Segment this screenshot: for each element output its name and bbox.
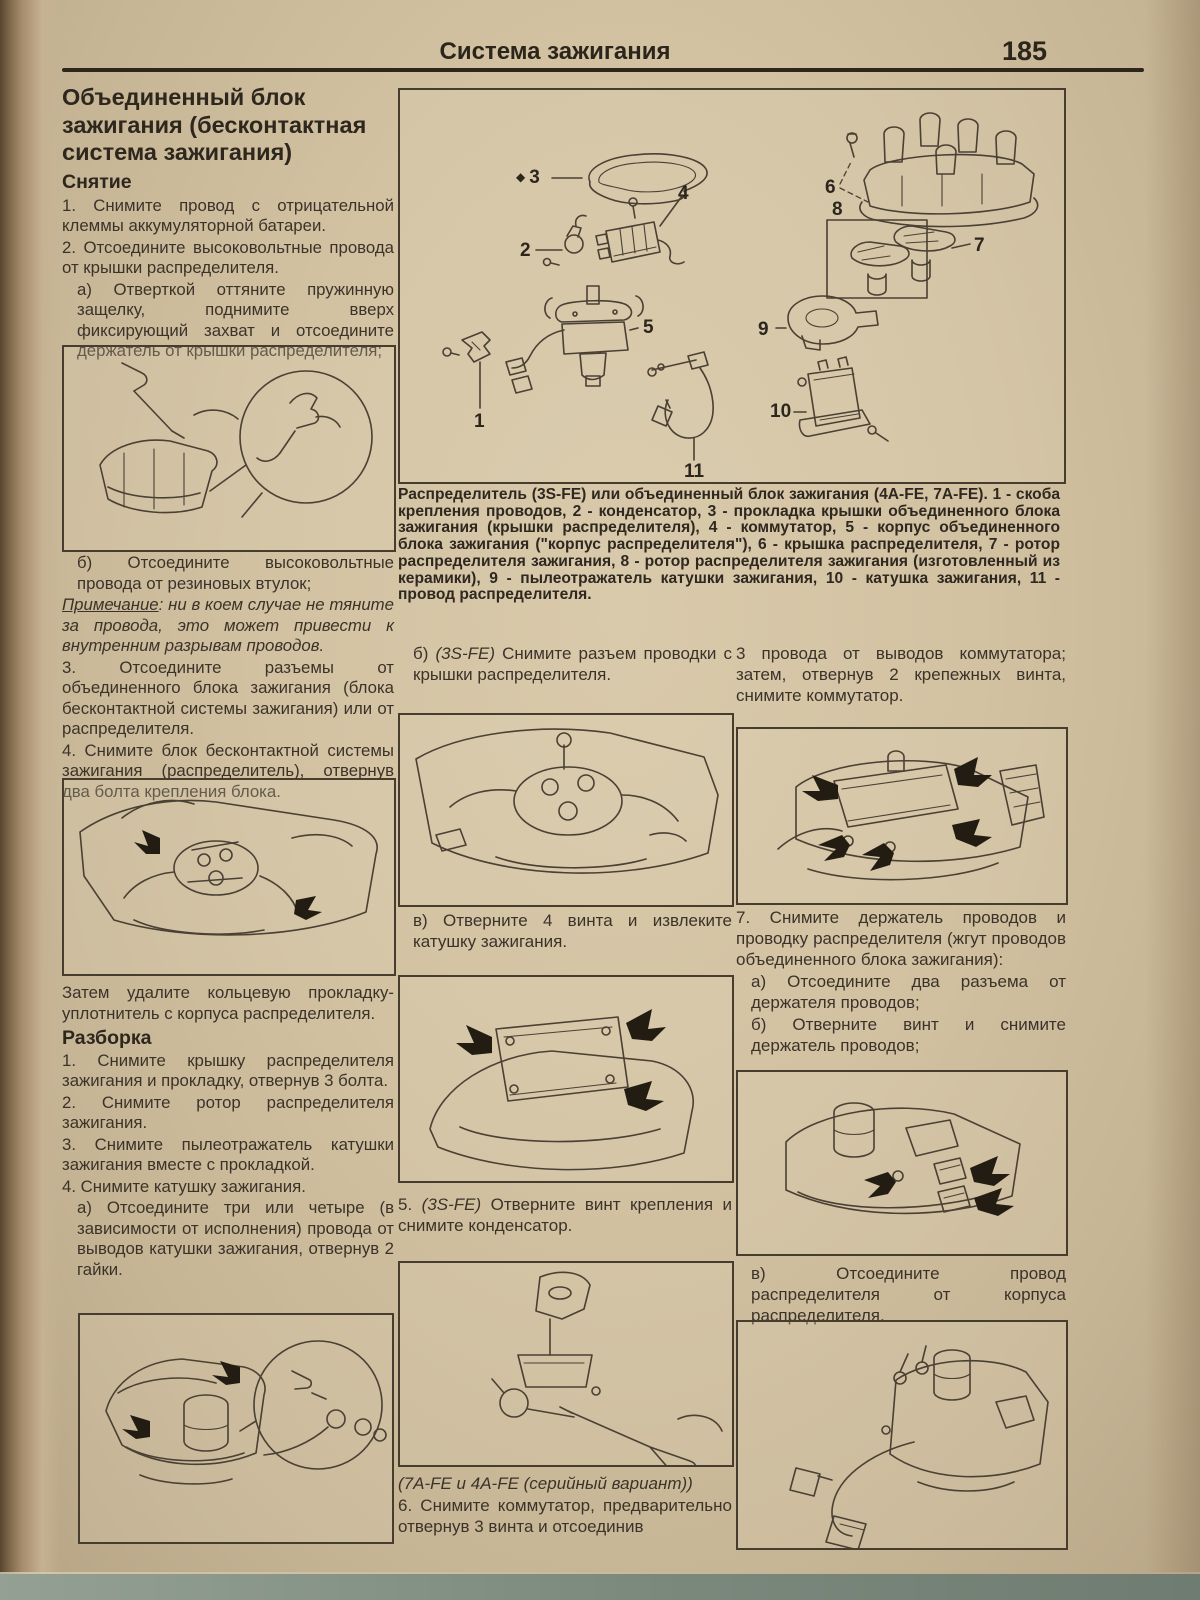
article-title: Объединенный блок зажигания (бесконтактная система зажигания) — [62, 84, 367, 165]
right-step6-cont — [736, 643, 1066, 707]
step-2b: б) Отсоедините высоковольтные провода от резиновых втулок; — [77, 553, 394, 593]
diagram-label-8: 8 — [832, 199, 843, 220]
dis-step-3: 3. Снимите пылеотражатель катушки зажигания вместе с прокладкой. — [62, 1134, 394, 1174]
dis-step-1: 1. Снимите крышку распределителя зажигания и прокладку, отвернув 3 болта. — [62, 1050, 394, 1090]
diagram-label-1: 1 — [474, 411, 485, 432]
figure-cap-latch — [62, 345, 396, 552]
step-6: 6. Снимите коммутатор, предварительно отвернув 3 винта и отсоединив — [398, 1496, 732, 1536]
right-step7 — [736, 907, 1066, 1057]
remove-condenser-drawing — [400, 1263, 732, 1465]
engine-code-3sfe-2: (3S-FE) — [421, 1195, 482, 1214]
middle-bottom — [398, 1473, 732, 1538]
remove-igniter-drawing — [738, 729, 1066, 903]
after-removal: Затем удалите кольцевую прокладку-уплотнитель с корпуса распределителя. — [62, 983, 394, 1023]
figure-remove-cap-connector — [398, 713, 734, 907]
step-6-continued: 3 провода от выводов коммутатора; затем, отвернув 2 крепежных винта, снимите коммутатор. — [736, 644, 1066, 705]
remove-coil-drawing — [400, 977, 732, 1181]
left-column-top — [62, 84, 394, 363]
diagram-label-11: 11 — [684, 461, 705, 482]
diagram-label-6: 6 — [825, 177, 836, 198]
right-step7v — [736, 1263, 1066, 1327]
step-b-text: Снимите разъем проводки с крышки распределителя. — [413, 644, 732, 684]
figure-remove-condenser — [398, 1261, 734, 1467]
step-7: 7. Снимите держатель проводов и проводку распределителя (жгут проводов объединенного блока зажигания): — [736, 908, 1066, 969]
exploded-diagram-drawing — [400, 90, 1064, 482]
wire-holder-drawing — [738, 1072, 1066, 1254]
figure-coil-terminals — [78, 1313, 394, 1544]
engine-distributor-drawing — [64, 780, 394, 974]
diagram-label-2: 2 — [520, 240, 531, 261]
diamond-icon: ◆ — [516, 170, 526, 184]
step-3: 3. Отсоедините разъемы от объединенного блока зажигания (блока бесконтактной системы зажигания) или от распределителя. — [62, 657, 394, 738]
table-surface — [0, 1574, 1200, 1600]
step-7a: а) Отсоедините два разъема от держателя проводов; — [751, 972, 1066, 1012]
diagram-label-7: 7 — [974, 235, 985, 256]
left-column-bottom — [62, 983, 394, 1281]
dis-step-4a: а) Отсоедините три или четыре (в зависимости от исполнения) провода от выводов катушки зажигания, отвернув 2 гайки. — [77, 1198, 394, 1279]
step-2a: а) Отверткой оттяните пружинную защелку, поднимите вверх фиксирующий захват и отсоедините держатель от крышки распределителя; — [77, 279, 394, 360]
page-number: 185 — [1002, 36, 1048, 66]
figure-remove-igniter — [736, 727, 1068, 905]
distributor-wire-drawing — [738, 1322, 1066, 1548]
step-b-prefix: б) — [413, 644, 436, 663]
figure-distributor-wire — [736, 1320, 1068, 1550]
left-column-mid — [62, 553, 394, 803]
diagram-label-4: 4 — [678, 183, 689, 204]
note-text: : ни в коем случае не тяните за провода, это может привести к внутренним разрывам проводов. — [62, 595, 394, 655]
variant-caption: (7A-FE и 4A-FE (серийный вариант)) — [398, 1474, 693, 1493]
dis-step-4: 4. Снимите катушку зажигания. — [62, 1176, 306, 1196]
figure-remove-coil — [398, 975, 734, 1183]
diagram-caption: Распределитель (3S-FE) или объединенный блок зажигания (4A-FE, 7A-FE). 1 - скоба крепления проводов, 2 - конденсатор, 3 - прокладка крышки объединенного блока зажигания (крышки распределителя), 4 - коммутатор, 5 - корпус объединенного блока зажигания ("корпус распределителя"), 6 - крышка распределителя, 7 - ротор распределителя зажигания, 8 - ротор распределителя зажигания (изготовленный из керамики), 9 - пылеотражатель катушки зажигания, 10 - катушка зажигания, 11 - провод распределителя. — [398, 486, 1060, 604]
diagram-label-3: ◆ 3 — [516, 167, 540, 188]
engine-code-3sfe: (3S-FE) — [435, 644, 495, 663]
figure-engine-distributor — [62, 778, 396, 976]
middle-step-5 — [398, 1194, 732, 1237]
dis-step-2: 2. Снимите ротор распределителя зажигания. — [62, 1092, 394, 1132]
remove-cap-connector-drawing — [400, 715, 732, 905]
exploded-diagram — [398, 88, 1066, 484]
step-v-text: в) Отверните 4 винта и извлеките катушку зажигания. — [413, 911, 732, 951]
step-7v-text: в) Отсоедините провод распределителя от корпуса распределителя. — [751, 1264, 1066, 1325]
figure-wire-holder — [736, 1070, 1068, 1256]
note-label: Примечание — [62, 595, 159, 614]
diagram-label-9: 9 — [758, 319, 769, 340]
header-rule — [62, 68, 1144, 72]
middle-step-v — [398, 910, 732, 953]
step-1: 1. Снимите провод с отрицательной клеммы аккумуляторной батареи. — [62, 195, 394, 235]
diagram-label-10: 10 — [770, 401, 792, 422]
step-5-text: Отверните винт крепления и снимите конденсатор. — [398, 1195, 732, 1235]
middle-step-b — [398, 643, 732, 686]
disassembly-heading: Разборка — [62, 1027, 152, 1049]
page-header-title: Система зажигания — [439, 38, 671, 65]
note — [62, 595, 394, 657]
removal-heading: Снятие — [62, 170, 132, 193]
cap-latch-drawing — [64, 347, 394, 550]
coil-terminals-drawing — [80, 1315, 392, 1542]
step-7b: б) Отверните винт и снимите держатель проводов; — [751, 1015, 1066, 1055]
step-5-prefix: 5. — [398, 1195, 422, 1214]
step-4: 4. Снимите блок бесконтактной системы зажигания (распределитель), отвернув два болта крепления блока. — [62, 740, 394, 801]
diagram-label-5: 5 — [643, 317, 654, 338]
step-2: 2. Отсоедините высоковольтные провода от крышки распределителя. — [62, 237, 394, 277]
